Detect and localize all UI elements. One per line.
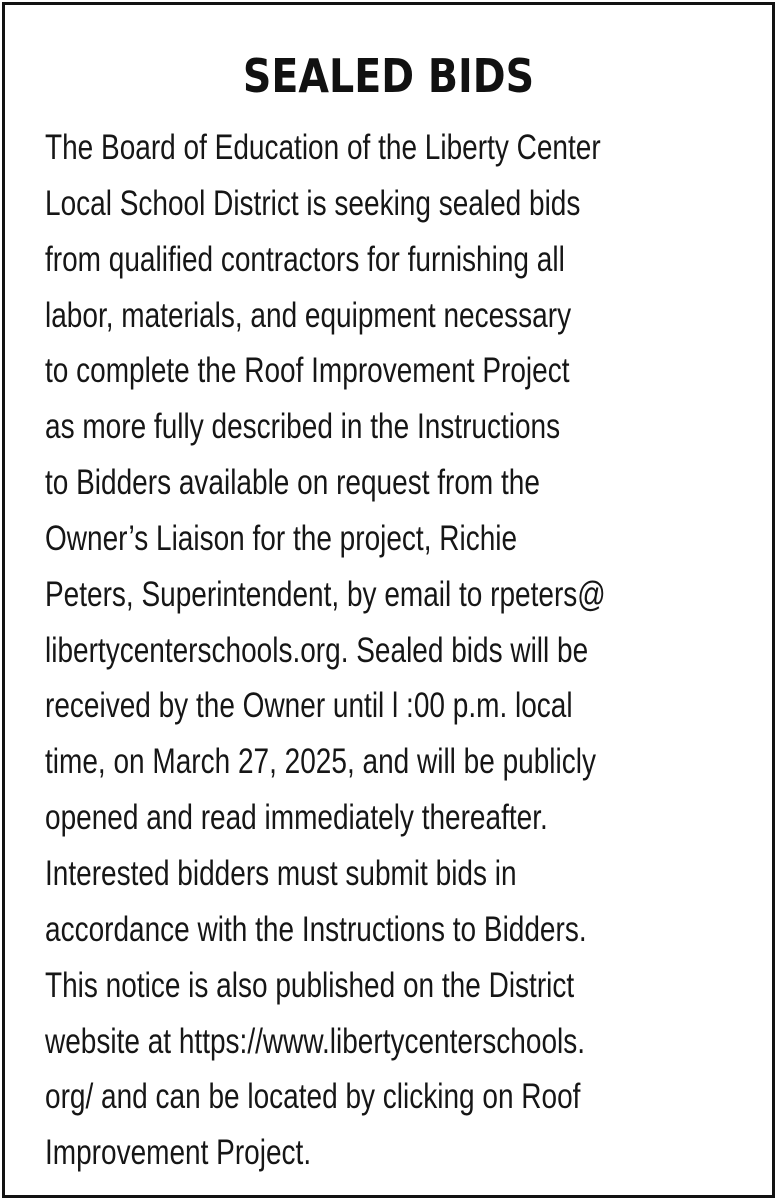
- legal-notice-box: [2, 2, 775, 1198]
- notice-line: Improvement Project.: [45, 1133, 312, 1173]
- notice-line: opened and read immediately thereafter.: [45, 798, 548, 838]
- notice-line: This notice is also published on the District: [45, 965, 575, 1005]
- notice-line: to complete the Roof Improvement Project: [45, 351, 570, 391]
- notice-title: SEALED BIDS: [242, 49, 535, 103]
- notice-line: website at https://www.libertycenterschools.: [45, 1021, 586, 1061]
- notice-line: libertycenterschools.org. Sealed bids will be: [45, 630, 589, 670]
- notice-line: received by the Owner until l :00 p.m. local: [45, 686, 573, 726]
- notice-line: Peters, Superintendent, by email to rpeters@: [45, 574, 606, 614]
- notice-line: labor, materials, and equipment necessary: [45, 295, 572, 335]
- notice-line: The Board of Education of the Liberty Center: [45, 128, 601, 167]
- notice-line: as more fully described in the Instructions: [45, 407, 561, 447]
- notice-line: to Bidders available on request from the: [45, 463, 540, 503]
- notice-line: accordance with the Instructions to Bidders.: [45, 909, 587, 949]
- notice-line: from qualified contractors for furnishing all: [45, 239, 565, 279]
- notice-body: [45, 120, 653, 1181]
- notice-line: Owner’s Liaison for the project, Richie: [45, 518, 518, 558]
- notice-line: time, on March 27, 2025, and will be publicly: [45, 742, 596, 782]
- notice-line: Interested bidders must submit bids in: [45, 853, 517, 893]
- notice-line: org/ and can be located by clicking on Roof: [45, 1077, 581, 1117]
- notice-line: Local School District is seeking sealed bids: [45, 183, 581, 223]
